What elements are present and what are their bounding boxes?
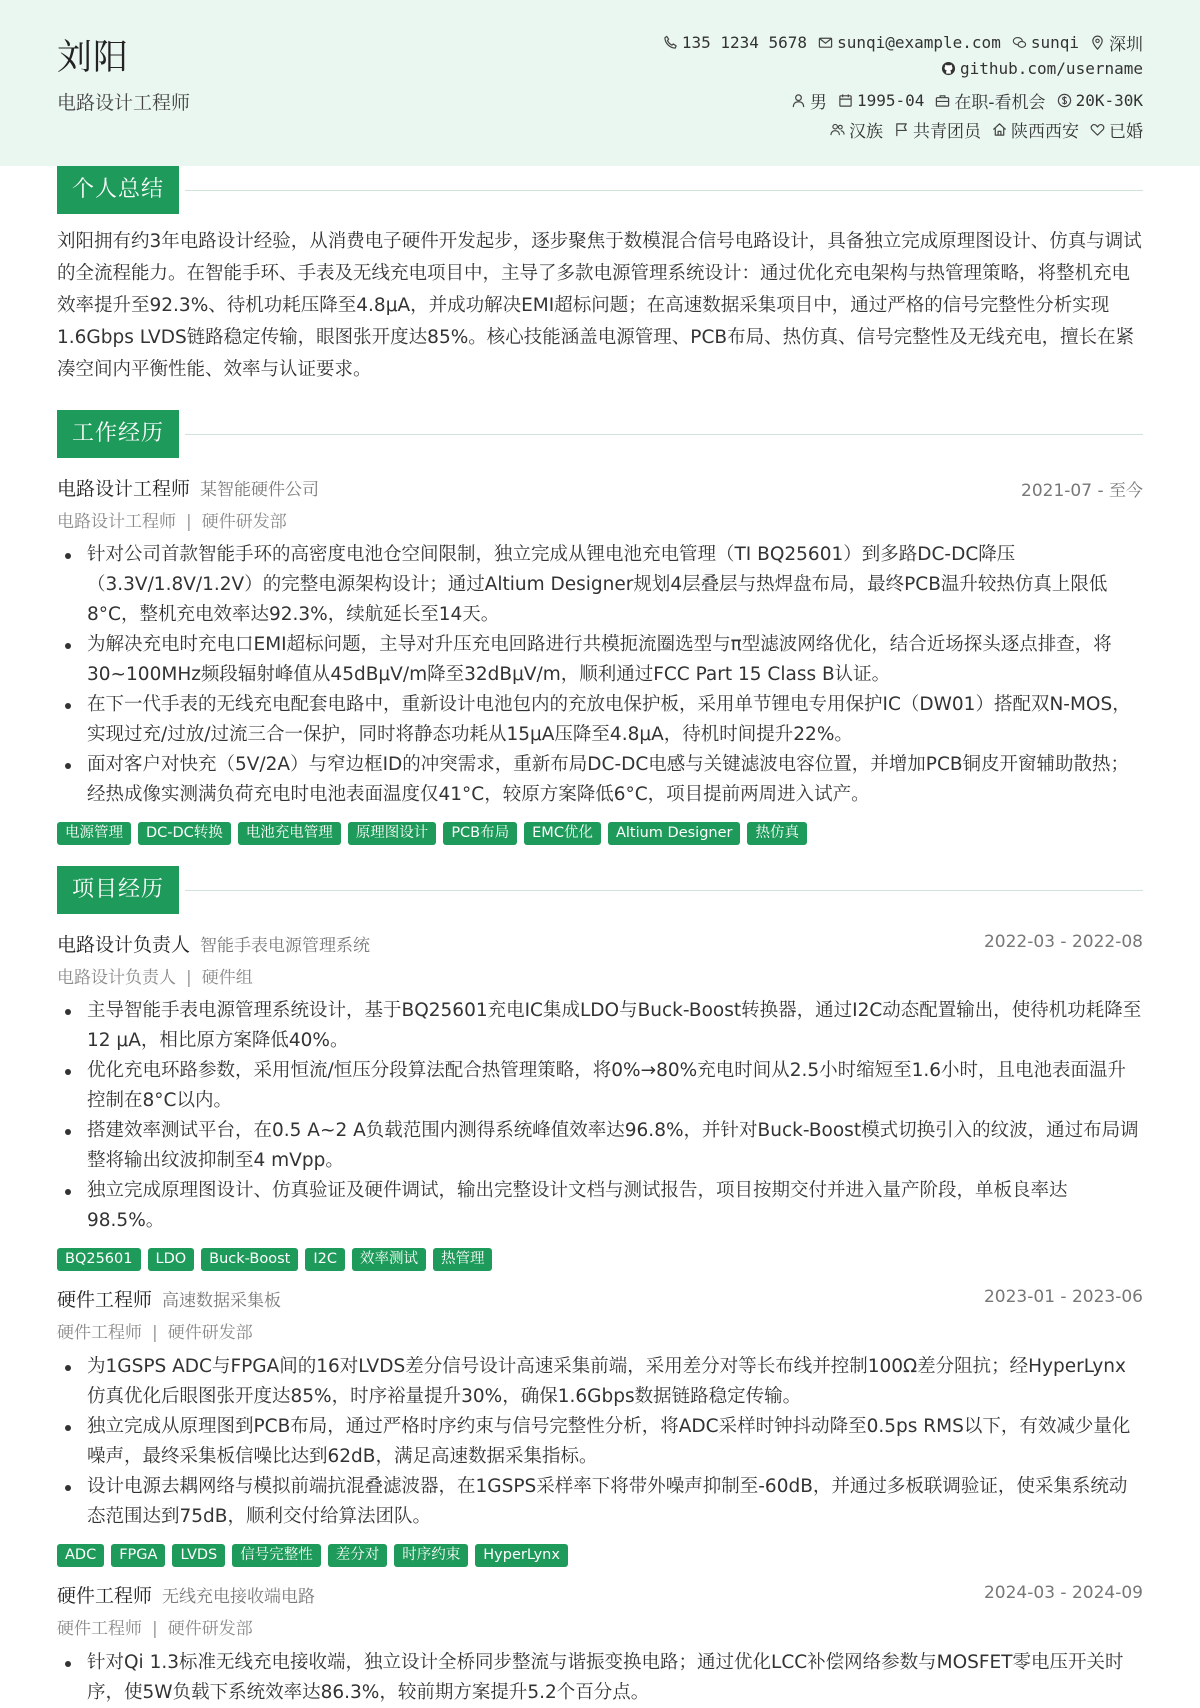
skill-tag: ADC (57, 1544, 104, 1567)
project-entry-bullets (57, 996, 1143, 1236)
skill-tag: 电池充电管理 (238, 822, 341, 845)
section-title: 个人总结 (57, 166, 179, 214)
entry-date: 2022-03 - 2022-08 (983, 932, 1143, 952)
list-item: 面对客户对快充（5V/2A）与窄边框ID的冲突需求，重新布局DC-DC电感与关键滤波电容位置，并增加PCB铜皮开窗辅助散热；经热成像实测满负荷充电时电池表面温度仅41°C，较原方案降低6°C，项目提前两周进入试产。 (87, 750, 1143, 810)
work-entry-header (57, 474, 1143, 502)
work-section-header (57, 410, 1143, 458)
entry-project-name: 无线充电接收端电路 (162, 1587, 316, 1607)
city-item (1090, 30, 1143, 55)
person-icon (791, 93, 806, 108)
entry-date: 2024-03 - 2024-09 (983, 1583, 1143, 1603)
skill-tag: 原理图设计 (348, 822, 437, 845)
skill-tag: 信号完整性 (232, 1544, 321, 1567)
skill-tag: FPGA (111, 1544, 165, 1567)
marital-text: 已婚 (1109, 122, 1143, 142)
entry-department: 硬件研发部 (167, 1619, 253, 1639)
heart-icon (1090, 122, 1105, 137)
skill-tag: EMC优化 (524, 822, 601, 845)
section-divider (185, 434, 1143, 435)
list-item: 独立完成从原理图到PCB布局，通过严格时序约束与信号完整性分析，将ADC采样时钟抖动降至0.5ps RMS以下，有效减少量化噪声，最终采集板信噪比达到62dB，满足高速数据采集指标。 (87, 1412, 1143, 1472)
project-entry-header (57, 1285, 1143, 1313)
wechat-id: sunqi (1030, 33, 1079, 52)
entry-department: 硬件组 (201, 968, 253, 988)
entry-project-name: 高速数据采集板 (162, 1291, 282, 1311)
list-item: 搭建效率测试平台，在0.5 A~2 A负载范围内测得系统峰值效率达96.8%，并针对Buck-Boost模式切换引入的纹波，通过布局调整将输出纹波抑制至4 mVpp。 (87, 1116, 1143, 1176)
list-item: 为1GSPS ADC与FPGA间的16对LVDS差分信号设计高速采集前端，采用差分对等长布线并控制100Ω差分阻抗；经HyperLynx仿真优化后眼图张开度达85%，时序裕量提升30%，确保1.6Gbps数据链路稳定传输。 (87, 1352, 1143, 1412)
personal-line-1 (791, 88, 1143, 113)
ethnicity-item (830, 117, 883, 142)
skill-tag: 时序约束 (394, 1544, 468, 1567)
hometown-text: 陕西西安 (1011, 122, 1079, 142)
phone-icon (663, 35, 678, 50)
email-address: sunqi@example.com (837, 33, 1001, 52)
skill-tag: PCB布局 (443, 822, 517, 845)
wechat-icon (1012, 35, 1027, 50)
personal-line-2 (830, 117, 1143, 142)
birth-text: 1995-04 (856, 91, 925, 110)
section-divider (185, 190, 1143, 191)
skill-tag: LDO (148, 1248, 195, 1271)
wechat-item[interactable] (1012, 33, 1079, 52)
status-text: 在职-看机会 (954, 93, 1046, 113)
politics-text: 共青团员 (913, 122, 981, 142)
project-entry-tags (57, 1544, 568, 1567)
entry-position: 电路设计工程师 (57, 512, 176, 532)
list-item: 独立完成原理图设计、仿真验证及硬件调试，输出完整设计文档与测试报告，项目按期交付并进入量产阶段，单板良率达98.5%。 (87, 1176, 1143, 1236)
project-section-header (57, 866, 1143, 914)
gender-item (791, 88, 827, 113)
list-item: 针对公司首款智能手环的高密度电池仓空间限制，独立完成从锂电池充电管理（TI BQ25601）到多路DC-DC降压（3.3V/1.8V/1.2V）的完整电源架构设计；通过Altium Designer规划4层叠层与热焊盘布局，最终PCB温升较热仿真上限低8°C，整机充电效率达92.3%，续航延长至14天。 (87, 540, 1143, 630)
entry-role: 硬件工程师 (57, 1585, 153, 1607)
summary-text: 刘阳拥有约3年电路设计经验，从消费电子硬件开发起步，逐步聚焦于数模混合信号电路设计，具备独立完成原理图设计、仿真与调试的全流程能力。在智能手环、手表及无线充电项目中，主导了多款电源管理系统设计：通过优化充电架构与热管理策略，将整机充电效率提升至92.3%、待机功耗压降至4.8μA，并成功解决EMI超标问题；在高速数据采集项目中，通过严格的信号完整性分析实现1.6Gbps LVDS链路稳定传输，眼图张开度达85%。核心技能涵盖电源管理、PCB布局、热仿真、信号完整性及无线充电，擅长在紧凑空间内平衡性能、效率与认证要求。 (57, 231, 1142, 380)
project-entry-subline (57, 1318, 253, 1343)
salary-item (1057, 91, 1143, 110)
entry-department: 硬件研发部 (167, 1323, 253, 1343)
skill-tag: Buck-Boost (201, 1248, 298, 1271)
birth-item (838, 91, 924, 110)
entry-department: 硬件研发部 (201, 512, 287, 532)
separator: | (152, 1619, 158, 1639)
list-item: 针对Qi 1.3标准无线充电接收端，独立设计全桥同步整流与谐振变换电路；通过优化LCC补偿网络参数与MOSFET零电压开关时序，使5W负载下系统效率达86.3%，较前期方案提升5.2个百分点。 (87, 1648, 1143, 1708)
people-icon (830, 122, 845, 137)
separator: | (152, 1323, 158, 1343)
skill-tag: Altium Designer (608, 822, 741, 845)
skill-tag: BQ25601 (57, 1248, 141, 1271)
entry-role: 硬件工程师 (57, 1289, 153, 1311)
skill-tag: LVDS (172, 1544, 225, 1567)
entry-date: 2023-01 - 2023-06 (983, 1287, 1143, 1307)
skill-tag: DC-DC转换 (138, 822, 231, 845)
money-icon (1057, 93, 1072, 108)
salary-text: 20K-30K (1075, 91, 1143, 110)
marital-item (1090, 117, 1143, 142)
entry-date: 2021-07 - 至今 (1021, 481, 1143, 501)
contact-line (663, 30, 1143, 55)
github-line (941, 59, 1143, 78)
project-entry-tags (57, 1248, 492, 1271)
skill-tag: 热仿真 (747, 822, 807, 845)
candidate-name: 刘阳 (57, 38, 130, 78)
politics-item (894, 117, 981, 142)
skill-tag: 热管理 (433, 1248, 493, 1271)
email-item[interactable] (818, 33, 1001, 52)
flag-icon (894, 122, 909, 137)
ethnicity-text: 汉族 (849, 122, 883, 142)
entry-role: 电路设计工程师 (57, 478, 191, 500)
hometown-item (992, 117, 1079, 142)
skill-tag: I2C (305, 1248, 345, 1271)
list-item: 设计电源去耦网络与模拟前端抗混叠滤波器，在1GSPS采样率下将带外噪声抑制至-60dB，并通过多板联调验证，使采集系统动态范围达到75dB，顺利交付给算法团队。 (87, 1472, 1143, 1532)
candidate-title: 电路设计工程师 (57, 92, 191, 114)
github-link: github.com/username (959, 59, 1143, 78)
skill-tag: HyperLynx (475, 1544, 568, 1567)
list-item: 主导智能手表电源管理系统设计，基于BQ25601充电IC集成LDO与Buck-Boost转换器，通过I2C动态配置输出，使待机功耗降至12 μA，相比原方案降低40%。 (87, 996, 1143, 1056)
skill-tag: 电源管理 (57, 822, 131, 845)
project-entry-header (57, 1581, 1143, 1609)
project-entry-subline (57, 1614, 253, 1639)
project-entry-subline (57, 963, 253, 988)
entry-position: 电路设计负责人 (57, 968, 176, 988)
list-item: 在下一代手表的无线充电配套电路中，重新设计电池包内的充放电保护板，采用单节锂电专用保护IC（DW01）搭配双N-MOS，实现过充/过放/过流三合一保护，同时将静态功耗从15μA压降至4.8μA，待机时间提升22%。 (87, 690, 1143, 750)
calendar-icon (838, 93, 853, 108)
github-item[interactable] (941, 59, 1143, 78)
phone-item[interactable] (663, 33, 807, 52)
skill-tag: 差分对 (328, 1544, 388, 1567)
gender-text: 男 (809, 93, 827, 113)
project-entry-bullets (57, 1648, 1143, 1708)
section-title: 项目经历 (57, 866, 179, 914)
section-divider (185, 890, 1143, 891)
list-item: 为解决充电时充电口EMI超标问题，主导对升压充电回路进行共模扼流圈选型与π型滤波网络优化，结合近场探头逐点排查，将30~100MHz频段辐射峰值从45dBμV/m降至32dBμV/m，顺利通过FCC Part 15 Class B认证。 (87, 630, 1143, 690)
briefcase-icon (935, 93, 950, 108)
entry-company: 某智能硬件公司 (200, 480, 320, 500)
resume-header (0, 0, 1200, 166)
github-icon (941, 61, 956, 76)
summary-section-header (57, 166, 1143, 214)
home-icon (992, 122, 1007, 137)
list-item: 优化充电环路参数，采用恒流/恒压分段算法配合热管理策略，将0%→80%充电时间从2.5小时缩短至1.6小时，且电池表面温升控制在8°C以内。 (87, 1056, 1143, 1116)
city-text: 深圳 (1109, 35, 1143, 55)
phone-number: 135 1234 5678 (681, 33, 808, 52)
section-title: 工作经历 (57, 410, 179, 458)
entry-position: 硬件工程师 (57, 1323, 142, 1343)
mail-icon (818, 35, 833, 50)
location-icon (1090, 35, 1105, 50)
entry-role: 电路设计负责人 (57, 934, 191, 956)
separator: | (186, 512, 192, 532)
work-entry-subline (57, 507, 287, 532)
work-entry-tags (57, 822, 807, 845)
project-entry-header (57, 930, 1143, 958)
project-entry-bullets (57, 1352, 1143, 1532)
separator: | (186, 968, 192, 988)
status-item (935, 88, 1045, 113)
entry-project-name: 智能手表电源管理系统 (200, 936, 371, 956)
entry-position: 硬件工程师 (57, 1619, 142, 1639)
skill-tag: 效率测试 (352, 1248, 426, 1271)
work-entry-bullets (57, 540, 1143, 810)
